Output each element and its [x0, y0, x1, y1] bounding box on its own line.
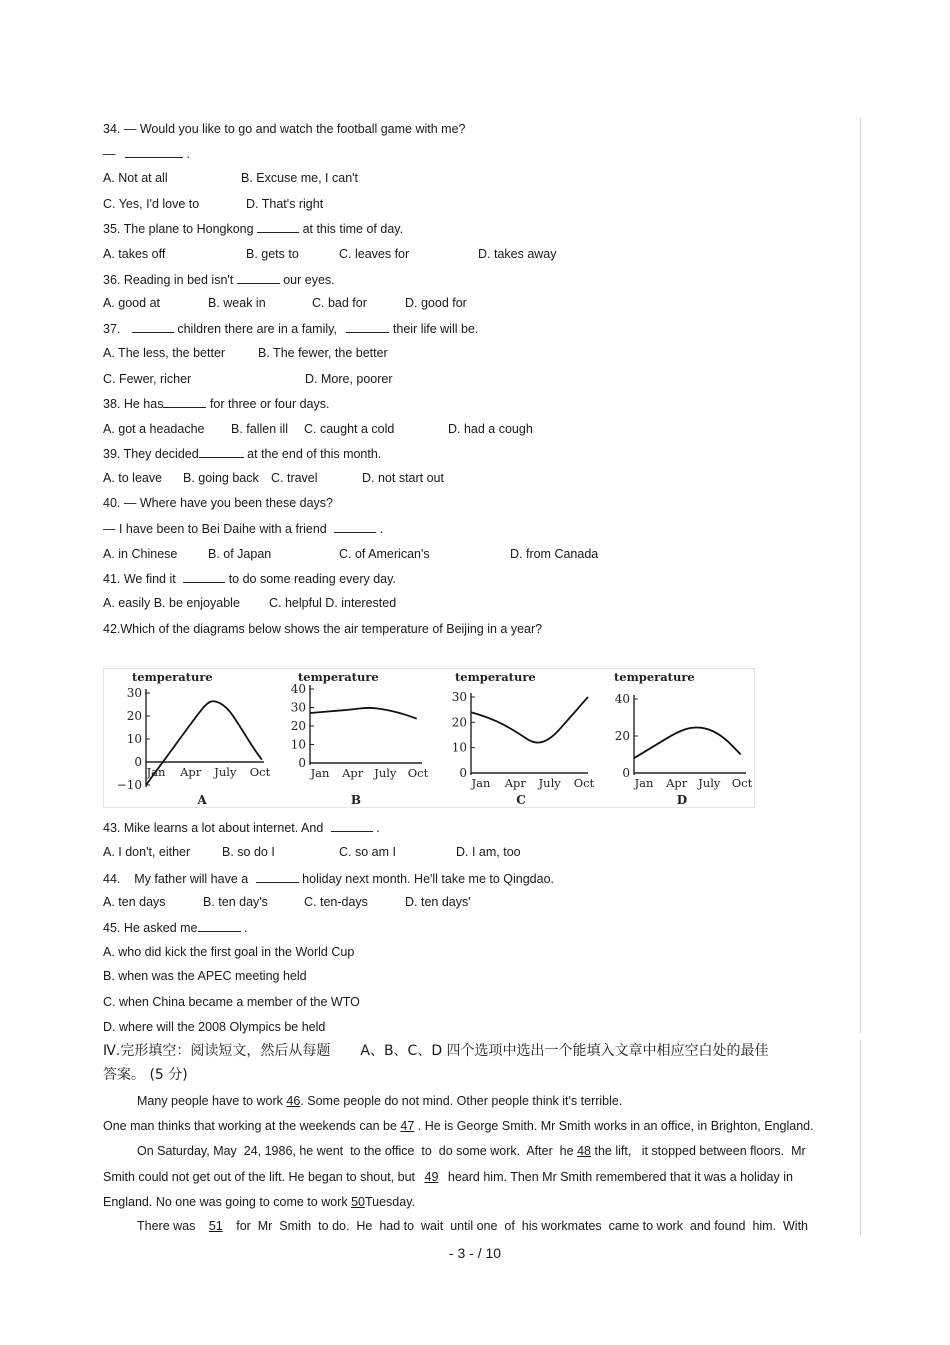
- q37-blank-1[interactable]: [132, 320, 174, 333]
- section4-heading-line2: 答案。 (5 分): [103, 1067, 188, 1083]
- page-number: - 3 - / 10: [448, 1245, 502, 1261]
- q38-option-d[interactable]: D. had a cough: [448, 422, 533, 436]
- section4-heading-a: Ⅳ.完形填空：阅读短文，然后从每题: [103, 1043, 331, 1059]
- q34-option-b[interactable]: B. Excuse me, I can't: [241, 171, 359, 185]
- q41-option-cd[interactable]: C. helpful D. interested: [269, 596, 397, 610]
- q39-option-a[interactable]: A. to leave: [103, 471, 163, 485]
- chart-B-x-tick-label: Oct: [407, 766, 429, 780]
- chart-B-y-tick-label: 0: [298, 756, 306, 770]
- blank-49[interactable]: 49: [424, 1170, 439, 1184]
- q35-option-a[interactable]: A. takes off: [103, 247, 166, 261]
- q44-stem-b: holiday next month. He'll take me to Qingdao.: [302, 872, 555, 886]
- chart-B-ylabel: temperature: [298, 670, 379, 684]
- chart-C-panel-label: C: [516, 793, 526, 807]
- chart-A-x-tick-label: Oct: [249, 765, 271, 779]
- passage-p3-b: the lift, it stopped between floors. Mr: [594, 1144, 806, 1158]
- chart-D-x-tick-label: Apr: [666, 776, 688, 790]
- chart-C-x-tick-label: July: [538, 776, 561, 790]
- q36-option-d[interactable]: D. good for: [405, 296, 467, 310]
- q35-stem: [103, 220, 403, 237]
- q36-blank[interactable]: [237, 271, 280, 284]
- chart-D-x-tick-label: July: [698, 776, 721, 790]
- q45-option-a[interactable]: A. who did kick the first goal in the World Cup: [103, 945, 355, 959]
- chart-D-x-tick-label: Jan: [634, 776, 654, 790]
- chart-A-x-tick-label: Apr: [180, 765, 202, 779]
- chart-B-x-tick-label: Apr: [342, 766, 364, 780]
- q34-reply: [103, 145, 190, 162]
- right-margin-rule: [860, 118, 861, 1033]
- chart-A-y-tick-label: 30: [126, 686, 142, 700]
- chart-C-x-tick-label: Jan: [471, 776, 491, 790]
- q45-stem-a: 45. He asked me: [103, 921, 198, 935]
- chart-A-y-tick-label: 20: [126, 709, 142, 723]
- chart-C-x-tick-label: Oct: [573, 776, 595, 790]
- section4-heading: [103, 1042, 769, 1060]
- q38-stem-b: for three or four days.: [209, 397, 330, 411]
- passage-p5-a: England. No one was going to come to work: [103, 1195, 348, 1209]
- chart-C-x-tick-label: Apr: [504, 776, 526, 790]
- q43-option-d[interactable]: D. I am, too: [456, 845, 521, 859]
- q36-stem: [103, 271, 335, 288]
- chart-A-x-tick-label: Jan: [146, 765, 166, 779]
- q34-reply-end: .: [186, 147, 190, 161]
- passage-p1-a: Many people have to work: [137, 1094, 283, 1108]
- q44-stem-a: 44. My father will have a: [103, 872, 249, 886]
- chart-C-y-tick-label: 0: [459, 766, 467, 780]
- passage-line-6: [137, 1218, 808, 1234]
- q41-stem-a: 41. We find it: [103, 572, 176, 586]
- chart-A-y-tick-label: 0: [134, 755, 142, 769]
- q43-option-b[interactable]: B. so do I: [222, 845, 275, 859]
- q34-option-c[interactable]: C. Yes, I'd love to: [103, 197, 200, 211]
- chart-D-y-tick-label: 20: [614, 729, 630, 743]
- section4-heading-b: A、B、C、D 四个选项中选出一个能填入文章中相应空白处的最佳: [360, 1043, 769, 1059]
- temperature-diagrams-svg: [104, 669, 754, 807]
- q37-option-b[interactable]: B. The fewer, the better: [258, 346, 388, 360]
- q40-reply: [103, 520, 383, 537]
- chart-B-curve: [310, 708, 417, 719]
- blank-46[interactable]: 46: [286, 1094, 301, 1108]
- q45-option-d[interactable]: D. where will the 2008 Olympics be held: [103, 1020, 326, 1034]
- q38-stem-a: 38. He has: [103, 397, 164, 411]
- q38-stem: [103, 395, 329, 412]
- passage-line-2: [103, 1118, 814, 1134]
- q34-option-a[interactable]: A. Not at all: [103, 171, 168, 185]
- q43-stem-a: 43. Mike learns a lot about internet. And: [103, 821, 324, 835]
- chart-C-curve: [471, 697, 588, 743]
- q43-option-a[interactable]: A. I don't, either: [103, 845, 191, 859]
- q37-stem: [103, 320, 478, 337]
- q39-stem: [103, 445, 381, 462]
- passage-p1-b: . Some people do not mind. Other people think it's terrible.: [300, 1094, 623, 1108]
- q40-option-d[interactable]: D. from Canada: [510, 547, 599, 561]
- q40-stem: 40. — Where have you been these days?: [103, 496, 334, 510]
- q36-option-c[interactable]: C. bad for: [312, 296, 367, 310]
- chart-D-x-tick-label: Oct: [731, 776, 753, 790]
- q43-stem: [103, 819, 380, 836]
- passage-line-4: [103, 1169, 793, 1185]
- blank-47[interactable]: 47: [400, 1119, 415, 1133]
- chart-C-y-tick-label: 30: [451, 690, 467, 704]
- chart-D-y-tick-label: 40: [614, 692, 630, 706]
- q44-option-a[interactable]: A. ten days: [103, 895, 166, 909]
- q39-option-b[interactable]: B. going back: [183, 471, 259, 485]
- q44-option-b[interactable]: B. ten day's: [203, 895, 268, 909]
- passage-p3-a: On Saturday, May 24, 1986, he went to the office to do some work. After he: [137, 1144, 574, 1158]
- blank-48[interactable]: 48: [577, 1144, 591, 1158]
- q43-option-c[interactable]: C. so am I: [339, 845, 396, 859]
- q41-blank[interactable]: [183, 570, 225, 583]
- q36-stem-a: 36. Reading in bed isn't: [103, 273, 234, 287]
- chart-B-x-tick-label: Jan: [310, 766, 330, 780]
- q43-stem-b: .: [376, 821, 380, 835]
- passage-line-5: [103, 1194, 415, 1210]
- chart-D-curve: [634, 727, 741, 758]
- q45-option-b[interactable]: B. when was the APEC meeting held: [103, 969, 307, 983]
- passage-p5-b: Tuesday.: [364, 1195, 416, 1209]
- passage-p2-b: . He is George Smith. Mr Smith works in an office, in Brighton, England.: [417, 1119, 814, 1133]
- q37-option-c[interactable]: C. Fewer, richer: [103, 372, 192, 386]
- chart-B-y-tick-label: 30: [290, 700, 306, 715]
- q36-stem-b: our eyes.: [283, 273, 335, 287]
- q41-stem-b: to do some reading every day.: [228, 572, 396, 586]
- q37-stem-mid: children there are in a family,: [177, 322, 337, 336]
- chart-C-y-tick-label: 20: [451, 715, 467, 730]
- passage-p6-a: There was: [137, 1219, 196, 1233]
- q34-option-d[interactable]: D. That's right: [246, 197, 324, 211]
- passage-line-1: [137, 1093, 622, 1109]
- passage-line-3: [137, 1143, 806, 1159]
- q35-option-c[interactable]: C. leaves for: [339, 247, 410, 261]
- q37-option-d[interactable]: D. More, poorer: [305, 372, 393, 386]
- q39-option-d[interactable]: D. not start out: [362, 471, 444, 485]
- q35-option-d[interactable]: D. takes away: [478, 247, 557, 261]
- q36-option-b[interactable]: B. weak in: [208, 296, 266, 310]
- q39-option-c[interactable]: C. travel: [271, 471, 318, 485]
- chart-B-y-tick-label: 10: [290, 737, 306, 752]
- blank-51[interactable]: 51: [208, 1219, 223, 1233]
- chart-A-y-tick-label: 10: [126, 732, 142, 746]
- chart-B-panel-label: B: [350, 793, 362, 807]
- q45-option-c[interactable]: C. when China became a member of the WTO: [103, 995, 360, 1009]
- q37-stem-end: their life will be.: [392, 322, 479, 336]
- passage-p6-b: for Mr Smith to do. He had to wait until one of his workmates came to work and found him. With: [236, 1219, 808, 1233]
- chart-A-panel-label: A: [197, 793, 207, 807]
- passage-p4-b: heard him. Then Mr Smith remembered that it was a holiday in: [447, 1170, 793, 1184]
- q44-blank[interactable]: [256, 870, 299, 883]
- q40-reply-b: .: [379, 522, 384, 536]
- q40-option-a[interactable]: A. in Chinese: [103, 547, 178, 561]
- q39-stem-b: at the end of this month.: [247, 447, 382, 461]
- q35-stem-b: at this time of day.: [302, 222, 404, 236]
- chart-A-x-tick-label: July: [214, 765, 237, 779]
- q39-blank[interactable]: [199, 445, 244, 458]
- q45-blank[interactable]: [198, 919, 241, 932]
- blank-50[interactable]: 50: [351, 1195, 365, 1209]
- q35-option-b[interactable]: B. gets to: [246, 247, 299, 261]
- chart-A-ylabel: temperature: [132, 670, 213, 684]
- q34-reply-dash: —: [103, 147, 116, 161]
- chart-A-y-tick-label: −10: [116, 778, 142, 792]
- temperature-diagrams: [103, 668, 755, 808]
- chart-B-x-tick-label: July: [374, 766, 397, 780]
- chart-C-y-tick-label: 10: [451, 740, 467, 755]
- q38-option-b[interactable]: B. fallen ill: [231, 422, 288, 436]
- q40-option-c[interactable]: C. of American's: [339, 547, 430, 561]
- q45-stem: [103, 919, 247, 936]
- q38-option-c[interactable]: C. caught a cold: [304, 422, 395, 436]
- q40-option-b[interactable]: B. of Japan: [208, 547, 272, 561]
- q41-option-ab[interactable]: A. easily B. be enjoyable: [103, 596, 240, 610]
- q39-stem-a: 39. They decided: [103, 447, 199, 461]
- q34-blank[interactable]: [125, 145, 183, 158]
- q44-stem: [103, 870, 554, 887]
- q43-blank[interactable]: [331, 819, 373, 832]
- passage-p4-a: Smith could not get out of the lift. He began to shout, but: [103, 1170, 416, 1184]
- right-margin-rule-lower: [860, 1040, 861, 1235]
- q37-number: 37.: [103, 322, 121, 336]
- q35-blank[interactable]: [257, 220, 299, 233]
- chart-B-y-tick-label: 20: [290, 719, 306, 733]
- q45-stem-b: .: [243, 921, 248, 935]
- q42-stem: 42.Which of the diagrams below shows the air temperature of Beijing in a year?: [103, 622, 543, 636]
- chart-C-ylabel: temperature: [455, 670, 536, 684]
- q37-blank-2[interactable]: [346, 320, 389, 333]
- q38-option-a[interactable]: A. got a headache: [103, 422, 205, 436]
- q37-option-a[interactable]: A. The less, the better: [103, 346, 226, 360]
- q41-stem: [103, 570, 396, 587]
- q35-stem-a: 35. The plane to Hongkong: [103, 222, 254, 236]
- chart-D-ylabel: temperature: [614, 670, 695, 684]
- chart-D-panel-label: D: [676, 793, 688, 807]
- chart-D-y-tick-label: 0: [622, 766, 630, 780]
- chart-B-y-tick-label: 40: [290, 682, 306, 696]
- q44-option-d[interactable]: D. ten days': [405, 895, 471, 909]
- passage-p2-a: One man thinks that working at the weekends can be: [103, 1119, 397, 1133]
- q40-reply-a: — I have been to Bei Daihe with a friend: [103, 522, 327, 536]
- q44-option-c[interactable]: C. ten-days: [304, 895, 368, 909]
- q36-option-a[interactable]: A. good at: [103, 296, 160, 310]
- q40-blank[interactable]: [334, 520, 376, 533]
- q34-stem: 34. — Would you like to go and watch the football game with me?: [103, 122, 466, 136]
- q38-blank[interactable]: [163, 395, 206, 408]
